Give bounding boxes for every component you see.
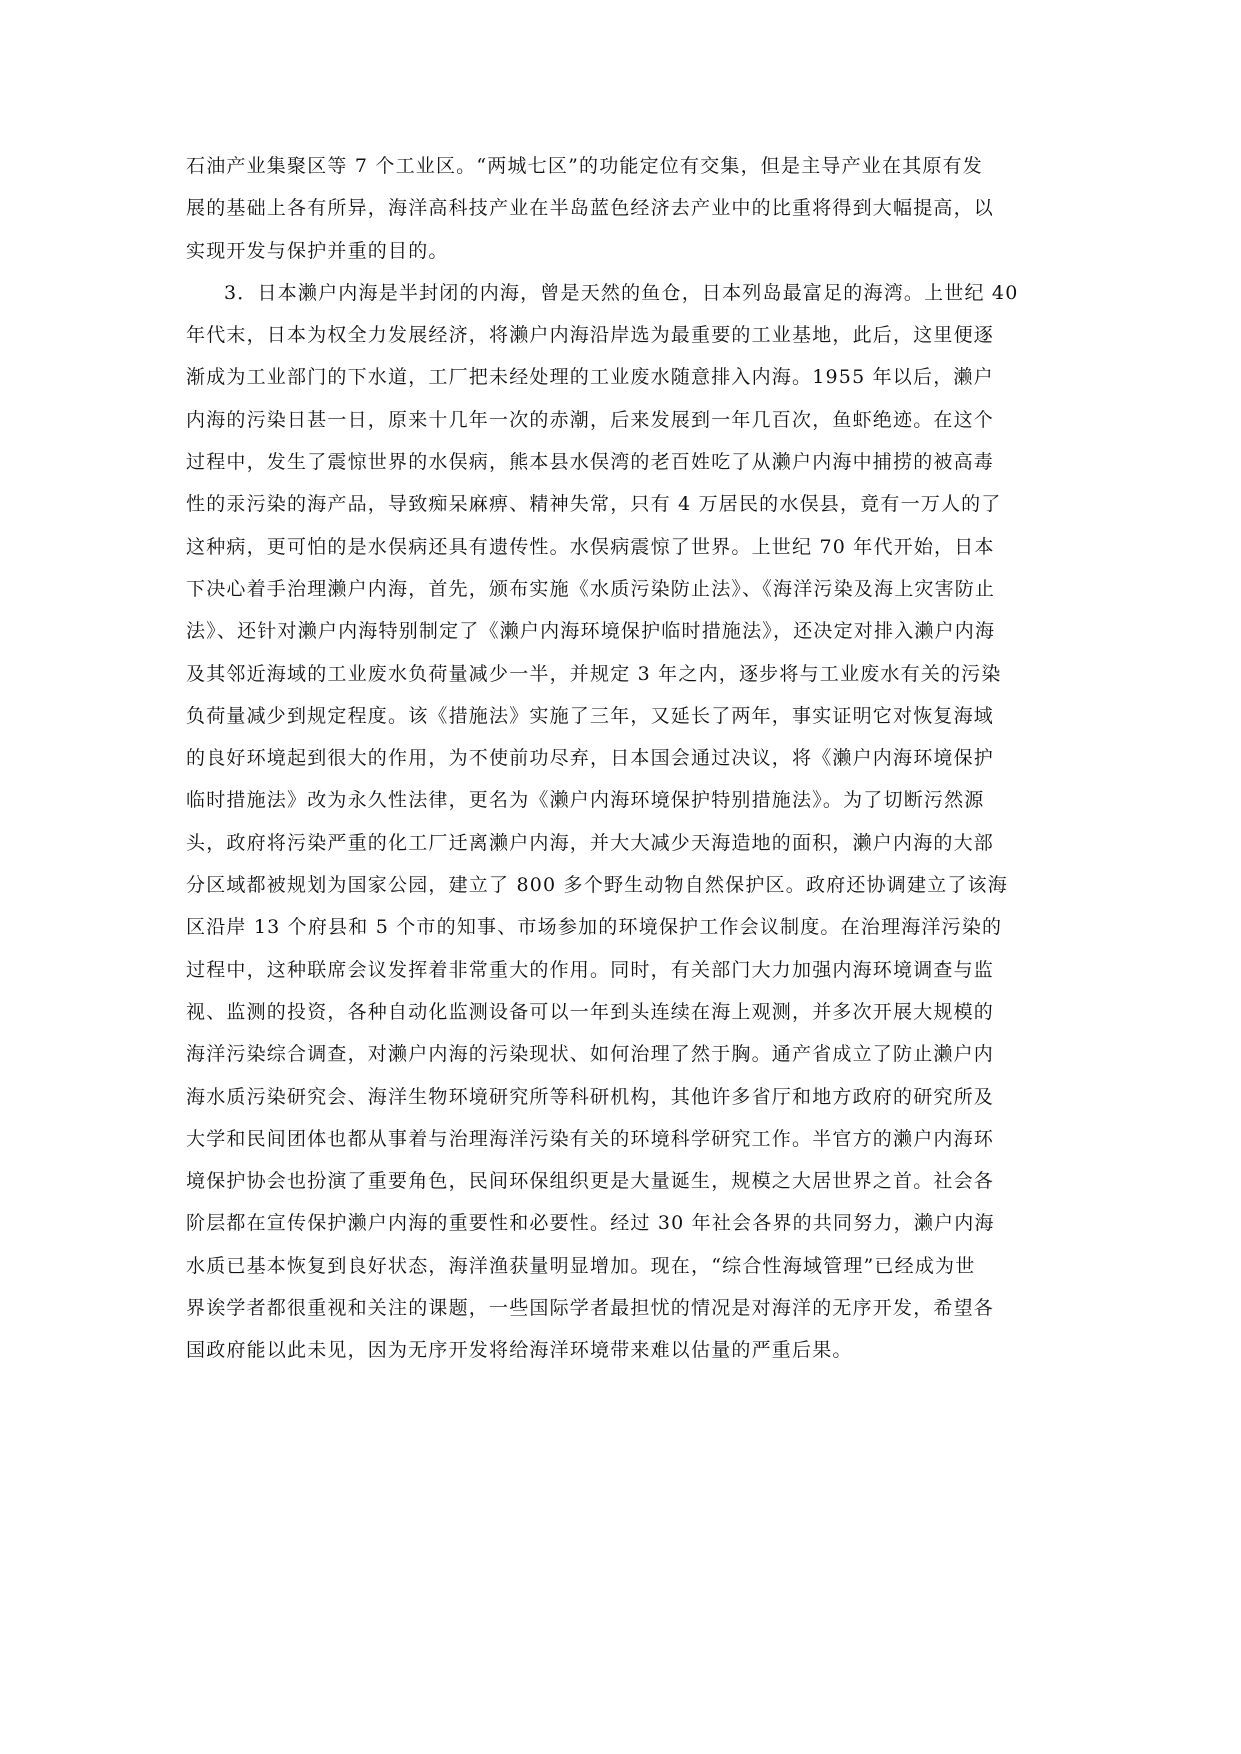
text-line: 海洋污染综合调查，对濑户内海的污染现状、如何治理了然于胸。通产省成立了防止濑户内 [186,1043,995,1066]
text-line: 石油产业集聚区等 7 个工业区。“两城七区”的功能定位有交集，但是主导产业在其原有发 [186,155,983,177]
text-line: 临时措施法》改为永久性法律，更名为《濑户内海环境保护特别措施法》。为了切断污然源 [186,789,985,812]
text-line: 的良好环境起到很大的作用，为不使前功尽弃，日本国会通过决议，将《濑户内海环境保护 [186,747,995,770]
text-line: 头，政府将污染严重的化工厂迁离濑户内海，并大大减少天海造地的面积，濑户内海的大部 [186,831,995,854]
paragraph-seto-inland-sea [186,272,1086,1372]
text-line: 这种病，更可怕的是水俣病还具有遗传性。水俣病震惊了世界。上世纪 70 年代开始，日本 [186,535,995,558]
text-line: 过程中，发生了震惊世界的水俣病，熊本县水俣湾的老百姓吃了从濑户内海中捕捞的被高毒 [186,451,995,474]
text-line: 境保护协会也扮演了重要角色，民间环保组织更是大量诞生，规模之大居世界之首。社会各 [186,1170,995,1193]
text-line: 渐成为工业部门的下水道，工厂把未经处理的工业废水随意排入内海。1955 年以后，濑户 [186,366,994,389]
text-line: 水质已基本恢复到良好状态，海洋渔获量明显增加。现在，“综合性海域管理”已经成为世 [186,1254,976,1277]
text-line: 大学和民间团体也都从事着与治理海洋污染有关的环境科学研究工作。半官方的濑户内海环 [186,1127,995,1150]
text-line: 负荷量减少到规定程度。该《措施法》实施了三年，又延长了两年，事实证明它对恢复海域 [186,704,995,727]
text-line: 分区域都被规划为国家公园，建立了 800 多个野生动物自然保护区。政府还协调建立了该海 [186,874,1008,897]
text-line: 下决心着手治理濑户内海，首先，颁布实施《水质污染防止法》、《海洋污染及海上灾害防止 [186,577,996,600]
text-line: 海水质污染研究会、海洋生物环境研究所等科研机构，其他许多省厅和地方政府的研究所及 [186,1085,995,1108]
text-line: 国政府能以此未见，因为无序开发将给海洋环境带来难以估量的严重后果。 [186,1339,853,1362]
text-line: 年代末，日本为权全力发展经济，将濑户内海沿岸选为最重要的工业基地，此后，这里便逐 [186,324,995,347]
paragraph-continuation [186,145,1086,272]
text-line: 法》、还针对濑户内海特别制定了《濑户内海环境保护临时措施法》，还决定对排入濑户内海 [186,620,996,643]
text-line: 视、监测的投资，各种自动化监测设备可以一年到头连续在海上观测，并多次开展大规模的 [186,1000,995,1023]
text-line: 内海的污染日甚一日，原来十几年一次的赤潮，后来发展到一年几百次，鱼虾绝迹。在这个 [186,408,995,431]
document-body [186,145,1086,1372]
text-line: 及其邻近海域的工业废水负荷量减少一半，并规定 3 年之内，逐步将与工业废水有关的污染 [186,662,1002,685]
text-line: 3．日本濑户内海是半封闭的内海，曾是天然的鱼仓，日本列岛最富足的海湾。上世纪 40 [224,281,1019,304]
text-line: 性的汞污染的海产品，导致痴呆麻痹、精神失常，只有 4 万居民的水俣县，竟有一万人的了 [186,493,1002,516]
text-line: 区沿岸 13 个府县和 5 个市的知事、市场参加的环境保护工作会议制度。在治理海洋污染的 [186,916,1003,939]
text-line: 展的基础上各有所异，海洋高科技产业在半岛蓝色经济去产业中的比重将得到大幅提高，以 [186,197,995,220]
text-line: 实现开发与保护并重的目的。 [186,239,449,262]
text-line: 过程中，这种联席会议发挥着非常重大的作用。同时，有关部门大力加强内海环境调查与监 [186,958,995,981]
text-line: 阶层都在宣传保护濑户内海的重要性和必要性。经过 30 年社会各界的共同努力，濑户内海 [186,1212,995,1235]
text-line: 界诶学者都很重视和关注的课题，一些国际学者最担忧的情况是对海洋的无序开发，希望各 [186,1297,995,1320]
